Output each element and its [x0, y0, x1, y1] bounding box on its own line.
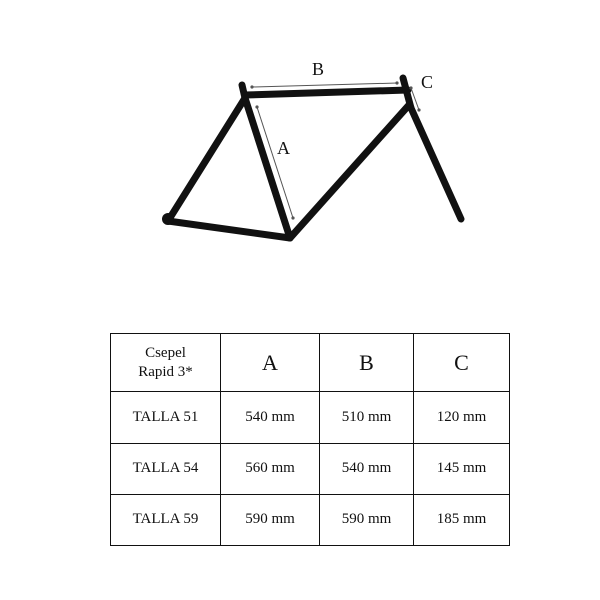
frame-size-table: [110, 333, 510, 546]
table-row: [111, 392, 510, 443]
rear-dropout: [162, 213, 174, 225]
header-b: B: [320, 334, 414, 392]
value-c-cell: 185 mm: [414, 494, 510, 545]
header-c: C: [414, 334, 510, 392]
table-header-row: [111, 334, 510, 392]
value-a-cell: 560 mm: [221, 443, 320, 494]
seat-tube: [245, 98, 290, 238]
size-cell: TALLA 59: [111, 494, 221, 545]
top-tube: [245, 90, 408, 95]
chain-stay: [168, 221, 290, 238]
dimension-label-c: C: [421, 72, 434, 92]
value-b-cell: 540 mm: [320, 443, 414, 494]
model-name-line-1: Csepel: [145, 344, 186, 361]
table-row: [111, 443, 510, 494]
size-cell: TALLA 51: [111, 392, 221, 443]
seat-stay: [168, 98, 245, 221]
size-cell: TALLA 54: [111, 443, 221, 494]
dimension-label-a: A: [277, 138, 290, 158]
seat-post-stub: [242, 85, 245, 98]
value-c-cell: 120 mm: [414, 392, 510, 443]
head-tube: [403, 78, 411, 108]
value-a-cell: 590 mm: [221, 494, 320, 545]
fork: [411, 108, 461, 219]
value-b-cell: 590 mm: [320, 494, 414, 545]
model-name-line-2: Rapid 3*: [138, 363, 193, 380]
value-c-cell: 145 mm: [414, 443, 510, 494]
header-a: A: [221, 334, 320, 392]
frame-tubes: [168, 78, 461, 238]
dimension-label-b: B: [312, 59, 325, 79]
dimension-line-b: [252, 83, 397, 87]
down-tube: [290, 105, 409, 238]
value-a-cell: 540 mm: [221, 392, 320, 443]
value-b-cell: 510 mm: [320, 392, 414, 443]
table-row: [111, 494, 510, 545]
model-name-cell: [111, 334, 221, 392]
